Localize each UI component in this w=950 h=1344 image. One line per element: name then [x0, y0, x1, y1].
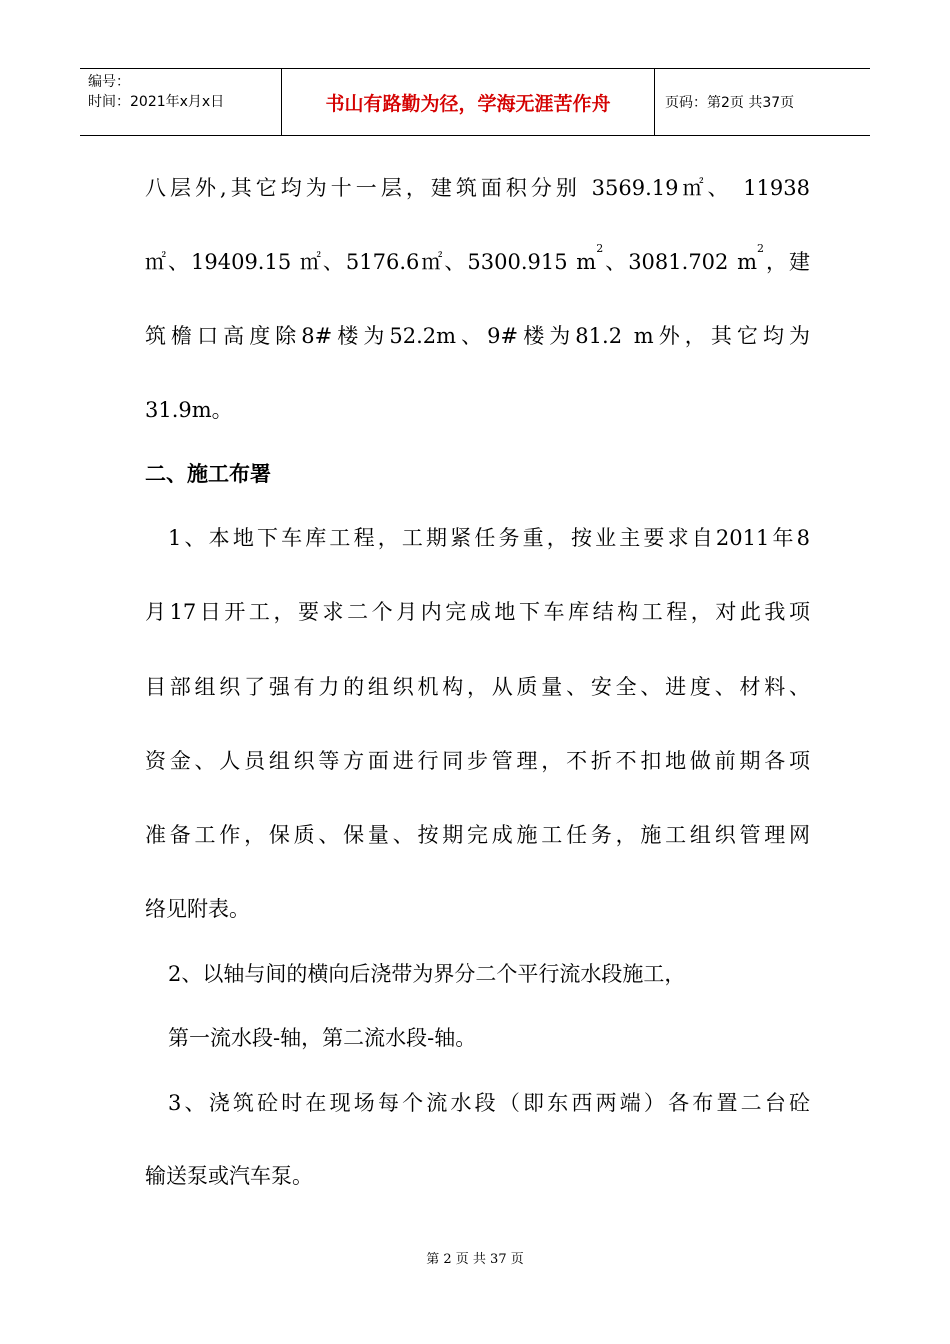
p1-line-6: 络见附表。	[145, 897, 250, 921]
line2-part-c: ，建	[764, 250, 811, 274]
p1-line-5: 准备工作，保质、保量、按期完成施工任务，施工组织管理网	[145, 823, 810, 847]
page-header	[80, 68, 870, 136]
date-label: 时间：2021年x月x日	[88, 94, 225, 110]
p3-line-2: 输送泵或汽车泵。	[145, 1164, 313, 1188]
p1-line-2: 月17日开工，要求二个月内完成地下车库结构工程，对此我项	[145, 600, 810, 624]
header-page-cell	[655, 69, 870, 135]
page-info: 页码：第2页 共37页	[665, 95, 795, 111]
superscript-2: 2	[596, 242, 604, 255]
page-footer: 第 2 页 共 37 页	[426, 1252, 524, 1267]
line2-part-a: ㎡、19409.15 ㎡、5176.6㎡、5300.915 m	[145, 250, 597, 274]
line2-part-b: 、3081.702 m	[603, 250, 757, 274]
header-motto-cell	[282, 69, 655, 135]
body-line-2	[145, 242, 811, 276]
header-meta-cell	[80, 69, 282, 135]
p3-line-1: 3、浇筑砼时在现场每个流水段（即东西两端）各布置二台砼	[168, 1091, 810, 1115]
p1-line-3: 目部组织了强有力的组织机构，从质量、安全、进度、材料、	[145, 675, 810, 699]
superscript-2: 2	[757, 242, 764, 255]
p1-line-1: 1、本地下车库工程，工期紧任务重，按业主要求自2011年8	[168, 526, 810, 550]
body-line-1: 八层外,其它均为十一层，建筑面积分别 3569.19㎡、 11938	[145, 176, 810, 200]
p2-line-1: 2、以轴与间的横向后浇带为界分二个平行流水段施工，	[168, 962, 686, 986]
body-line-3: 筑檐口高度除8#楼为52.2m、9#楼为81.2 m外，其它均为	[145, 324, 810, 348]
section-heading: 二、施工布署	[145, 462, 271, 486]
body-line-4: 31.9m。	[145, 398, 233, 422]
p2-line-2: 第一流水段-轴，第二流水段-轴。	[168, 1026, 477, 1050]
motto-text: 书山有路勤为径，学海无涯苦作舟	[325, 92, 611, 115]
p1-line-4: 资金、人员组织等方面进行同步管理，不折不扣地做前期各项	[145, 749, 810, 773]
code-label: 编号：	[88, 74, 130, 90]
